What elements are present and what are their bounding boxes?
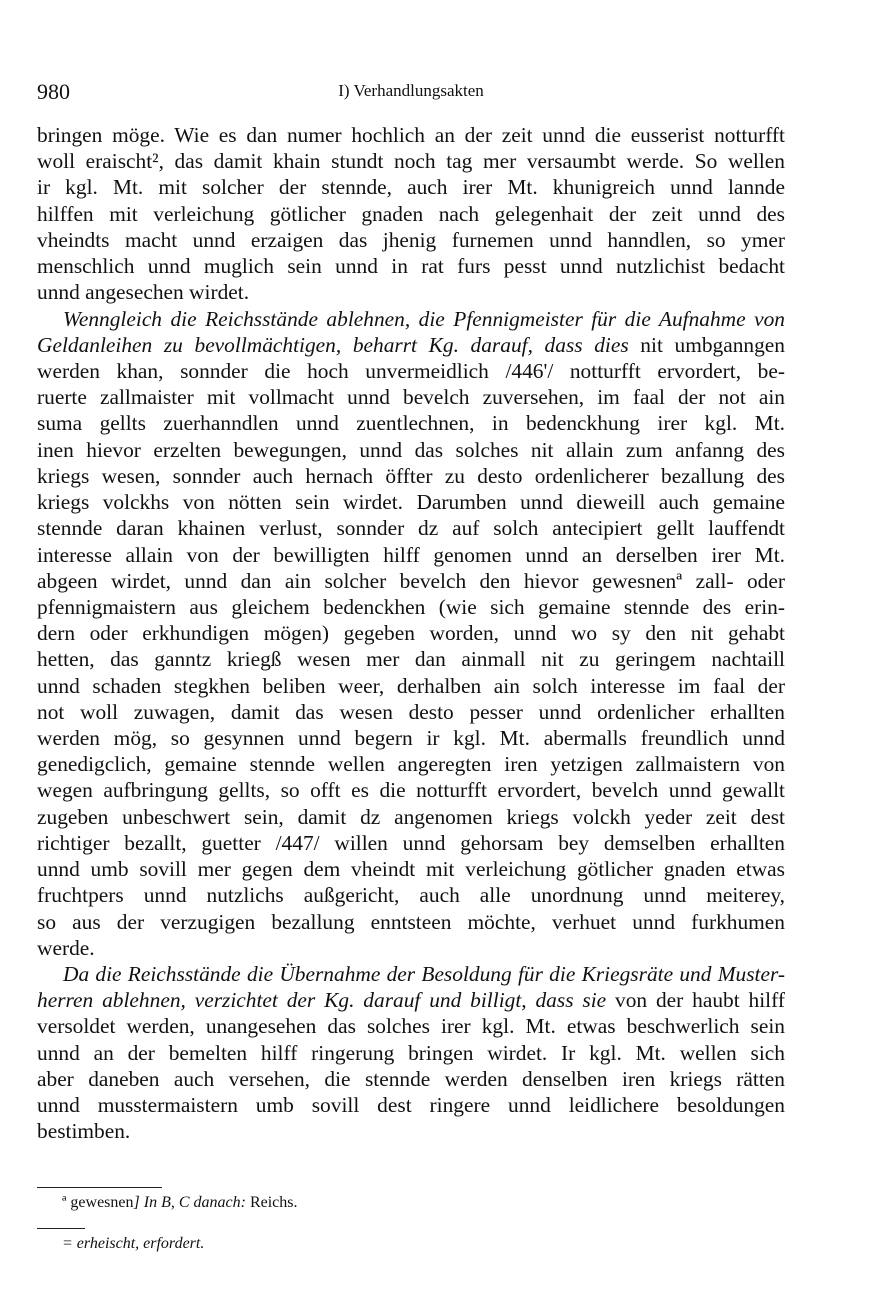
main-text (37, 122, 785, 1145)
text-line (37, 410, 785, 436)
text-line (37, 1040, 785, 1066)
text-line (37, 751, 785, 777)
line-text: hetten, das ganntz kriegß wesen mer dan ainmall nit zu geringem nachtaill (37, 647, 785, 672)
footnote-variant-note: In B, C danach: (139, 1194, 246, 1211)
text-line (37, 1118, 785, 1144)
text-line (37, 384, 785, 410)
text-line (37, 961, 785, 987)
italic-summary: Geldanleihen zu bevollmächtigen, beharrt Kg. darauf, dass dies (37, 332, 629, 357)
text-line (37, 804, 785, 830)
line-text: not woll zuwagen, damit das wesen desto pesser unnd ordenlicher erhallten (37, 699, 785, 724)
line-text: werde. (37, 935, 95, 960)
text-line (37, 882, 785, 908)
line-text: unnd angesechen wirdet. (37, 280, 250, 305)
text-line (37, 594, 785, 620)
text-line (37, 306, 785, 332)
line-text: richtiger bezallt, guetter /447/ willen unnd gehorsam bey demselben erhallten (37, 830, 785, 855)
line-text: so aus der verzugigen bezallung enntsteen möchte, verhuet unnd furkhumen (37, 909, 785, 934)
footnote-2-text: = erheischt, erfordert. (62, 1235, 205, 1252)
line-text: pfennigmaistern aus gleichem bedenckhen (wie sich gemaine stennde des erin- (37, 594, 785, 619)
text-line (37, 358, 785, 384)
line-text: von der haubt hilff (606, 988, 785, 1013)
text-line (37, 489, 785, 515)
line-text: interesse allain von der bewilligten hilff genomen unnd an derselben irer Mt. (37, 542, 785, 567)
text-line (37, 148, 785, 174)
text-line (37, 227, 785, 253)
footnote-marker: ª (62, 1194, 67, 1211)
footnote-2 (62, 1234, 204, 1254)
text-line (37, 332, 785, 358)
line-text: ir kgl. Mt. mit solcher der stennde, auch irer Mt. khunigreich unnd lannde (37, 175, 785, 200)
line-text: kriegs volckhs von nötten sein wirdet. Darumben unnd dieweill auch gemaine (37, 490, 785, 515)
text-line (37, 987, 785, 1013)
text-line (37, 437, 785, 463)
line-text: menschlich unnd muglich sein unnd in rat furs pesst unnd nutzlichist bedacht (37, 254, 785, 279)
footnote-rule-a (37, 1187, 162, 1188)
text-line (37, 568, 785, 594)
line-text: unnd an der bemelten hilff ringerung bringen wirdet. Ir kgl. Mt. wellen sich (37, 1040, 785, 1065)
footnote-rule-2 (37, 1228, 85, 1229)
line-text: genedigclich, gemaine stennde wellen angeregten iren yetzigen zallmaistern von (37, 752, 785, 777)
line-text: inen hievor erzelten bewegungen, unnd das solches nit allain zum anfanng des (37, 437, 785, 462)
text-line (37, 856, 785, 882)
line-text: stennde daran khainen verlust, sonnder dz auf solch antecipiert gellt lauffendt (37, 516, 785, 541)
footnote-text: Reichs. (245, 1194, 298, 1211)
italic-summary: herren ablehnen, verzichtet der Kg. darauf und billigt, dass sie (37, 988, 607, 1013)
text-line (37, 463, 785, 489)
line-text: bringen möge. Wie es dan numer hochlich an der zeit unnd die eusserist notturfft (37, 123, 785, 147)
line-text: woll eraischt², das damit khain stundt noch tag mer versaumbt werde. So wellen (37, 149, 785, 174)
text-line (37, 542, 785, 568)
text-line (37, 1066, 785, 1092)
text-line (37, 515, 785, 541)
line-text: fruchtpers unnd nutzlichs außgericht, auch alle unordnung unnd meiterey, (37, 883, 785, 908)
text-line (37, 646, 785, 672)
footnote-a (62, 1193, 298, 1213)
line-text: unnd schaden stegkhen beliben weer, derhalben ain solch interesse im faal der (37, 673, 785, 698)
text-line (37, 725, 785, 751)
text-line (37, 174, 785, 200)
text-line (37, 673, 785, 699)
text-line (37, 777, 785, 803)
line-text: suma gellts zuerhanndlen unnd zuentlechnen, in bedenckhung irer kgl. Mt. (37, 411, 785, 436)
line-text: werden khan, sonnder die hoch unvermeidlich /446'/ notturfft ervordert, be- (37, 358, 785, 383)
line-text: vheindts macht unnd erzaigen das jhenig furnemen unnd hanndlen, so ymer (37, 227, 785, 252)
page-number: 980 (37, 79, 70, 104)
footnote-lemma: gewesnen (70, 1194, 134, 1211)
text-line (37, 1092, 785, 1118)
text-line (37, 909, 785, 935)
line-text: nit umbganngen (628, 332, 785, 357)
line-text: versoldet werden, unangesehen das solches irer kgl. Mt. etwas beschwerlich sein (37, 1014, 785, 1039)
text-line (37, 279, 785, 305)
text-line (37, 699, 785, 725)
text-line (37, 830, 785, 856)
line-text: zugeben unbeschwert sein, damit dz angenomen kriegs volckh yeder zeit dest (37, 804, 785, 829)
text-line (37, 253, 785, 279)
text-line (37, 620, 785, 646)
line-text: bestimben. (37, 1119, 131, 1144)
line-text: hilffen mit verleichung götlicher gnaden nach gelegenhait der zeit unnd des (37, 201, 785, 226)
footnote-bracket: ] (133, 1194, 140, 1211)
line-text: ruerte zallmaister mit vollmacht unnd bevelch zuversehen, im faal der not ain (37, 385, 785, 410)
running-head: I) Verhandlungsakten (338, 81, 484, 100)
line-text: aber daneben auch versehen, die stennde werden denselben iren kriegs rätten (37, 1066, 785, 1091)
line-text: unnd umb sovill mer gegen dem vheindt mit verleichung götlicher gnaden etwas (37, 857, 785, 882)
italic-summary: Wenngleich die Reichsstände ablehnen, die Pfennigmeister für die Aufnahme von (63, 306, 785, 331)
line-text: kriegs wesen, sonnder auch hernach öffter zu desto ordenlicherer bezallung des (37, 463, 785, 488)
text-line (37, 201, 785, 227)
line-text: werden mög, so gesynnen unnd begern ir kgl. Mt. abermalls freundlich unnd (37, 726, 785, 751)
italic-summary: Da die Reichsstände die Übernahme der Besoldung für die Kriegsräte und Muster- (63, 962, 785, 986)
line-text: unnd musstermaistern umb sovill dest ringere unnd leidlichere besoldungen (37, 1093, 785, 1118)
page-header (37, 79, 785, 105)
text-line (37, 1013, 785, 1039)
text-line (37, 935, 785, 961)
line-text: wegen aufbringung gellts, so offt es die notturfft ervordert, bevelch unnd gewallt (37, 778, 785, 803)
text-line (37, 122, 785, 148)
line-text: dern oder erkhundigen mögen) gegeben worden, unnd wo sy den nit gehabt (37, 621, 785, 646)
line-text: abgeen wirdet, unnd dan ain solcher bevelch den hievor gewesnenª zall- oder (37, 568, 785, 593)
